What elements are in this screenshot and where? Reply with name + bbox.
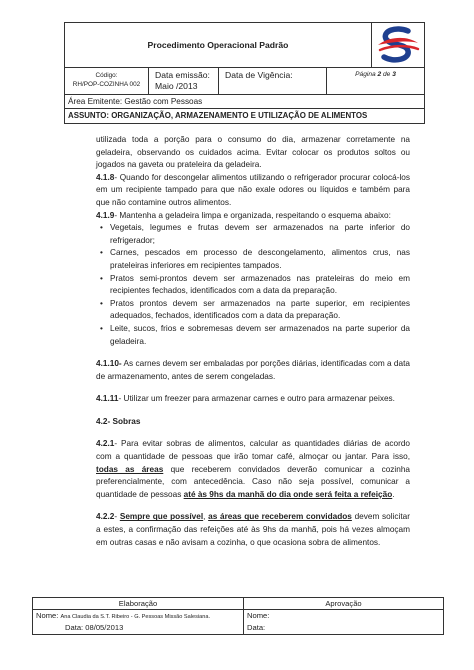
section-number: 4.1.11 [96, 394, 119, 404]
emphasis-text: até às 9hs da manhã do dia onde será feita a refeição [183, 489, 393, 499]
area-text: Área Emitente: Gestão com Pessoas [68, 97, 203, 106]
code-value: RH/POP-COZINHA 002 [72, 80, 141, 88]
subject-text: ASSUNTO: ORGANIZAÇÃO, ARMAZENAMENTO E UTILIZAÇÃO DE ALIMENTOS [68, 111, 368, 120]
page-mid: de [381, 71, 393, 78]
spacer [96, 383, 410, 393]
document-title: Procedimento Operacional Padrão [65, 23, 372, 67]
page-total: 3 [392, 71, 396, 78]
section-4-1-11 [96, 393, 410, 406]
footer-table [32, 597, 444, 635]
section-number: 4.2.2 [96, 512, 115, 522]
section-text: - Mantenha a geladeira limpa e organizada, respeitando o esquema abaixo: [114, 210, 391, 220]
section-4-2-1 [96, 438, 410, 501]
elaboration-heading: Elaboração [33, 598, 243, 610]
name-label: Nome: [36, 611, 59, 620]
approval-cell [244, 598, 443, 634]
section-4-1-8 [96, 172, 410, 210]
area-row [65, 95, 424, 109]
approval-date: Data: [247, 623, 266, 632]
list-item: • Carnes, pescados em processo de descongelamento, alimentos crus, nas prateleiras inferiores em recipientes tampados. [96, 247, 410, 272]
approval-heading: Aprovação [244, 598, 443, 610]
page-number [327, 68, 424, 94]
spacer [96, 406, 410, 416]
document-body [96, 134, 410, 549]
list-item: • Vegetais, legumes e frutas devem ser armazenados na parte inferior do refrigerador; [96, 222, 410, 247]
name-value: Ana Claudia da S.T. Ribeiro - G. Pessoas Missão Salesiana. [60, 614, 211, 620]
section-4-2-2 [96, 511, 410, 549]
spacer [96, 348, 410, 358]
company-logo [372, 23, 424, 67]
section-text: , [203, 512, 209, 522]
subject-row [65, 109, 424, 123]
page-prefix: Página [355, 71, 378, 78]
header-info-row [65, 68, 424, 95]
section-text: - [114, 512, 120, 522]
list-item: • Leite, sucos, frios e sobremesas devem ser armazenados na parte superior da geladeira. [96, 323, 410, 348]
elaboration-cell [33, 598, 244, 634]
code-label: Código: [95, 72, 118, 79]
intro-paragraph: utilizada toda a porção para o consumo do dia, armazenar corretamente na geladeira, observando os cuidados acima. Evitar colocar os produtos soltos ou jogados na gaveta ou prateleira da geladeira. [96, 135, 410, 170]
section-4-1-9 [96, 210, 410, 223]
section-number: 4.1.9 [96, 210, 115, 220]
date-value: 08/05/2013 [85, 623, 124, 632]
section-number: 4.1.8 [96, 172, 115, 182]
section-text: - Utilizar um freezer para armazenar carnes e outro para armazenar peixes. [118, 394, 395, 404]
validity-cell [219, 68, 327, 94]
code-cell [65, 68, 149, 94]
elaboration-date [33, 622, 243, 634]
emission-label: Data emissão: [155, 70, 210, 80]
header-table [64, 22, 425, 124]
spacer [96, 428, 410, 438]
approval-name: Nome: [247, 611, 270, 620]
section-number: 4.1.10- [96, 359, 122, 369]
elaboration-name [33, 610, 243, 622]
page-current: 2 [377, 71, 382, 78]
section-4-1-10 [96, 358, 410, 383]
footer-row [33, 598, 443, 634]
section-text: - Para evitar sobras de alimentos, calcular as quantidades diárias de acordo com a quantidade de pessoas que irão tomar café, almoçar ou jantar. Para isso, [96, 439, 410, 462]
section-4-2-title: 4.2- Sobras [96, 416, 141, 426]
logo-icon [372, 23, 424, 67]
section-text: que receberem convidados deverão comunicar a cozinha preferencialmente, com antecedência. Caso não seja possível, comunicar a quantidade de pessoas [96, 464, 411, 499]
header-title-row [65, 23, 424, 68]
section-number: 4.2.1 [96, 439, 115, 449]
emission-cell [149, 68, 219, 94]
emphasis-text: Sempre que possível [119, 512, 204, 522]
validity-label: Data de Vigência: [225, 70, 293, 80]
spacer [96, 501, 410, 511]
date-label: Data: [65, 623, 84, 632]
section-text: . [392, 489, 395, 499]
section-text: As carnes devem ser embaladas por porções diárias, identificadas com a data de armazenamento, antes de serem congeladas. [96, 359, 410, 381]
section-text: devem solicitar a estes, a confirmação das refeições até às 9hs da manhã, pois há vezes almoçam em outras casas e não avisam a cozinha, o que ocasiona sobra de alimentos. [96, 512, 410, 547]
fridge-scheme-list [96, 222, 410, 348]
section-text: - Quando for descongelar alimentos utilizando o refrigerador procurar colocá-los em um recipiente tampado para que não exale odores ou líquidos e também para que não contamine outros alimentos. [96, 172, 410, 207]
list-item: • Pratos prontos devem ser armazenados na parte superior, em recipientes adequados, fechados, identificados com a data da preparação. [96, 298, 410, 323]
emphasis-text: as áreas que receberem convidados [208, 512, 352, 522]
list-item: • Pratos semi-prontos devem ser armazenados nas prateleiras do meio em recipientes fechados, identificados com a data da preparação. [96, 273, 410, 298]
emphasis-text: todas as áreas [96, 464, 164, 474]
emission-value: Maio /2013 [155, 81, 198, 91]
